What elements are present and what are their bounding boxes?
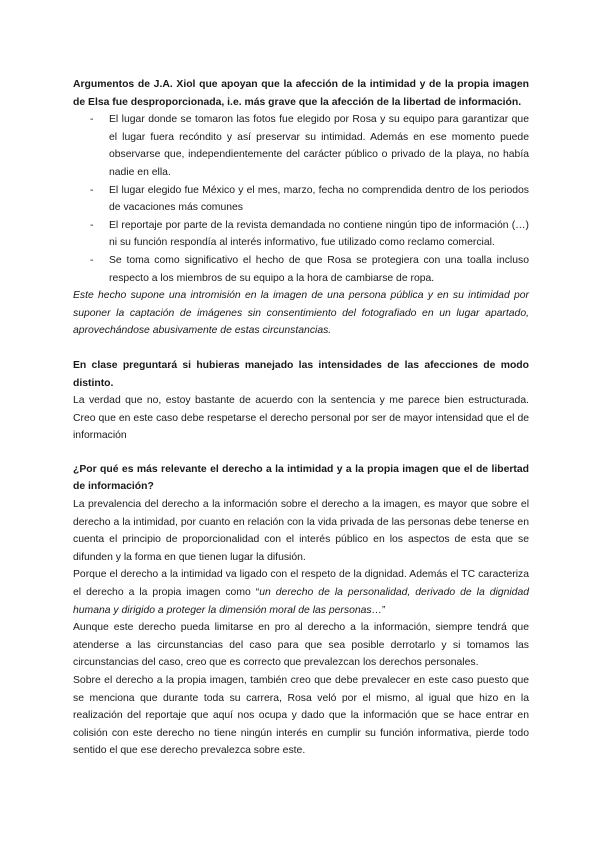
- paragraph-own-image: Sobre el derecho a la propia imagen, también creo que debe prevalecer en este caso puesto que se menciona que durante toda su carrera, Rosa veló por el mismo, al igual que hizo en la realización del reportaje que aquí nos ocupa y dado que la información que se hace entrar en colisión con este derecho no tiene ningún interés en cumplir su función informativa, pierde todo sentido el que ese derecho prevalezca sobre este.: [73, 675, 529, 757]
- section-heading-class-question: En clase preguntará si hubieras manejado las intensidades de las afecciones de modo distinto.: [73, 359, 529, 389]
- list-item: - El reportaje por parte de la revista demandada no contiene ningún tipo de información (…) ni su función respondía al interés informativo, fue utilizado como reclamo comercial.: [73, 217, 529, 252]
- paragraph-dignity: Porque el derecho a la intimidad va ligado con el respeto de la dignidad. Además el TC caracteriza el derecho a la propia imagen como “un derecho de la personalidad, derivado de la dignidad humana y dirigido a proteger la dimensión moral de las personas…”: [73, 569, 530, 616]
- arguments-list: [73, 111, 529, 287]
- bullet-dash: -: [90, 219, 94, 231]
- section-heading-relevance-question: ¿Por qué es más relevante el derecho a la intimidad y a la propia imagen que el de libertad de información?: [73, 463, 529, 493]
- list-item: - El lugar donde se tomaron las fotos fue elegido por Rosa y su equipo para garantizar que el lugar fuera recóndito y así preservar su intimidad. Además en ese momento puede observarse que, independientemente del carácter público o privado de la playa, no había nadie en ella.: [73, 111, 529, 181]
- paragraph-prevalence: La prevalencia del derecho a la información sobre el derecho a la imagen, es mayor que sobre el derecho a la intimidad, por cuanto en relación con la vida privada de las personas debe tenerse en cuenta el principio de proporcionalidad con el interés público en los aspectos de esta que se difunden y la forma en que tienen lugar la difusión.: [73, 499, 529, 563]
- bullet-dash: -: [90, 114, 94, 126]
- list-item: - Se toma como significativo el hecho de que Rosa se protegiera con una toalla incluso respecto a los miembros de su equipo a la hora de cambiarse de ropa.: [73, 252, 529, 287]
- conclusion-paragraph: Este hecho supone una intromisión en la imagen de una persona pública y en su intimidad por suponer la captación de imágenes sin consentimiento del fotografiado en un lugar apartado, aprovechándose abusivamente de estas circunstancias.: [73, 290, 529, 337]
- answer-paragraph: La verdad que no, estoy bastante de acuerdo con la sentencia y me parece bien estructurada. Creo que en este caso debe respetarse el derecho personal por ser de mayor intensidad que el de información: [73, 395, 529, 442]
- bullet-dash: -: [90, 254, 94, 266]
- spacer: [73, 445, 529, 461]
- list-item: - El lugar elegido fue México y el mes, marzo, fecha no comprendida dentro de los periodos de vacaciones más comunes: [73, 182, 529, 217]
- paragraph-limitation: Aunque este derecho pueda limitarse en pro al derecho a la información, siempre tendrá que atenderse a las circunstancias del caso para que sea posible derrotarlo y si tomamos las circunstancias del caso, creo que es correcto que prevalezcan los derechos personales.: [73, 622, 529, 669]
- section-heading-xiol-arguments: Argumentos de J.A. Xiol que apoyan que la afección de la intimidad y de la propia imagen de Elsa fue desproporcionada, i.e. más grave que la afección de la libertad de información.: [73, 79, 529, 108]
- bullet-dash: -: [90, 184, 94, 196]
- spacer: [73, 340, 529, 357]
- tc-quote: un derecho de la personalidad, derivado de la dignidad humana y dirigido a proteger la dimensión moral de las personas…: [73, 587, 530, 616]
